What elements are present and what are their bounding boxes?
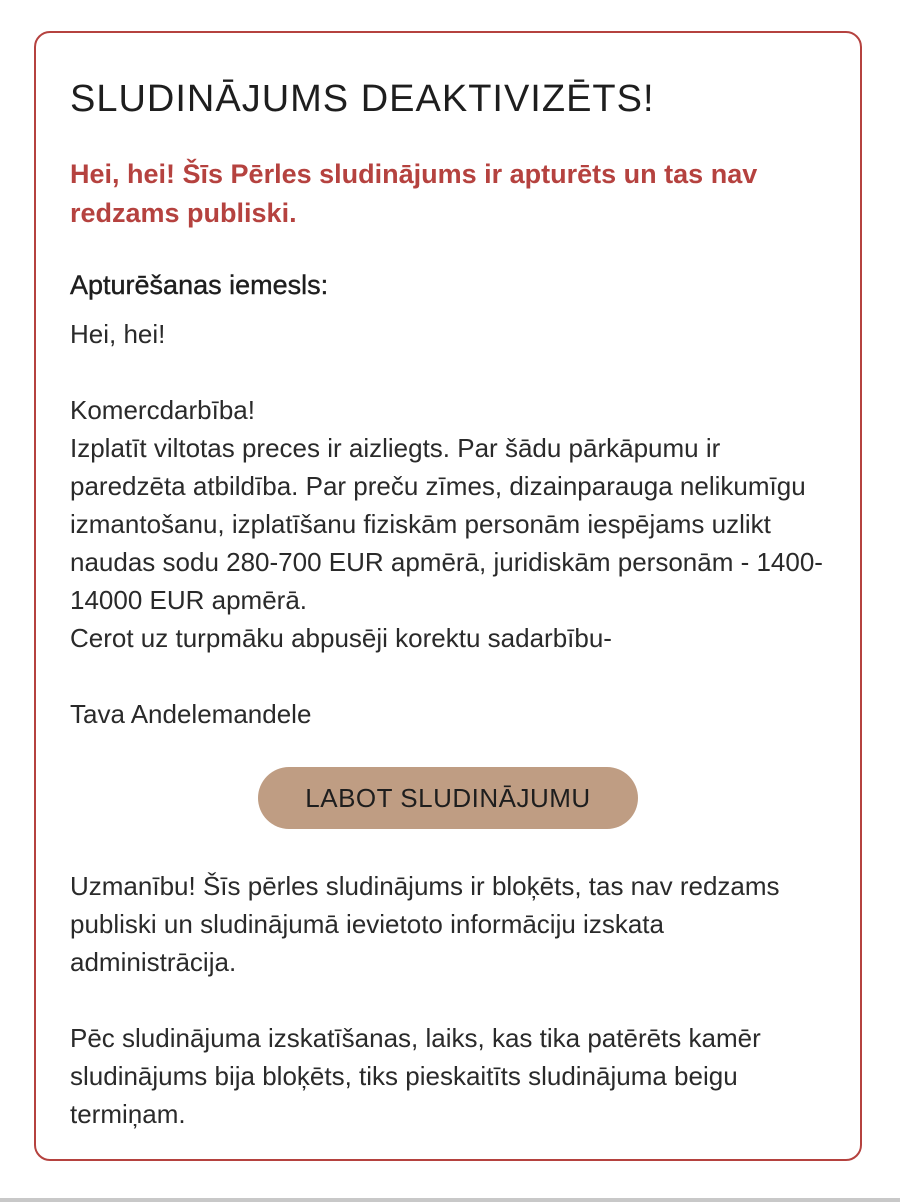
button-row: [70, 767, 826, 829]
reason-line: Cerot uz turpmāku abpusēji korektu sadarbību-: [70, 623, 612, 653]
bottom-divider: [0, 1198, 900, 1202]
reason-line: Izplatīt viltotas preces ir aizliegts. Par šādu pārkāpumu ir paredzēta atbildība. Par preču zīmes, dizainparauga nelikumīgu izmantošanu, izplatīšanu fiziskām personām iespējams uzlikt naudas sodu 280-700 EUR apmērā, juridiskām personām - 1400-14000 EUR apmērā.: [70, 433, 823, 615]
reason-line: Tava Andelemandele: [70, 699, 312, 729]
reason-line: [70, 657, 826, 695]
page-title: SLUDINĀJUMS DEAKTIVIZĒTS!: [70, 78, 655, 120]
deactivated-listing-card: [34, 31, 862, 1161]
suspension-reason-label: Apturēšanas iemesls:: [70, 270, 329, 300]
reason-line: Komercdarbība!: [70, 395, 255, 425]
warning-message: Hei, hei! Šīs Pērles sludinājums ir apturēts un tas nav redzams publiski.: [70, 159, 758, 228]
reason-line: [70, 353, 826, 391]
blocked-notice: [70, 867, 826, 1133]
suspension-reason-text: [70, 315, 826, 733]
notice-time-text: Pēc sludinājuma izskatīšanas, laiks, kas tika patērēts kamēr sludinājums bija bloķēts, tiks pieskaitīts sludinājuma beigu termiņam.: [70, 1023, 761, 1129]
edit-listing-button[interactable]: LABOT SLUDINĀJUMU: [258, 767, 638, 829]
notice-blocked-text: Uzmanību! Šīs pērles sludinājums ir bloķēts, tas nav redzams publiski un sludinājumā ievietoto informāciju izskata administrācija.: [70, 871, 780, 977]
reason-line: Hei, hei!: [70, 319, 166, 349]
